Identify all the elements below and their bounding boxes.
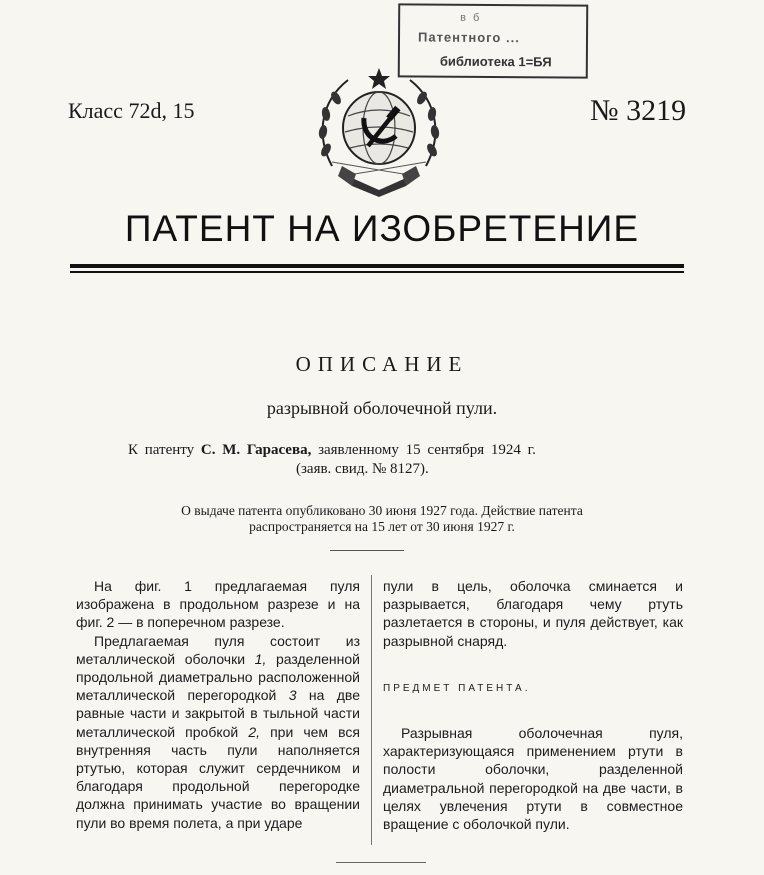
title-rule-thick xyxy=(70,264,684,268)
construction-text-c: на две равные части и закрытой в тыльной части металлической пробкой xyxy=(76,687,360,740)
body-right-column xyxy=(383,577,683,833)
ussr-emblem-icon xyxy=(312,66,446,198)
grant-prefix: К патенту xyxy=(128,442,195,458)
body-left-column xyxy=(76,577,360,832)
ref-numeral-2: 2, xyxy=(248,723,261,740)
paragraph-construction xyxy=(76,632,360,832)
paragraph-claim: Разрывная оболочечная пуля, характеризующаяся применением ртути в полости оболочки, разделенной диаметральной перегородкой на две части, в целях увлечения ртути в совместное вращение с оболочкой пули. xyxy=(383,725,683,833)
patent-number: № 3219 xyxy=(590,94,687,127)
section-divider xyxy=(330,550,404,551)
construction-text-d: при чем вся внутренняя часть пули наполняется ртутью, которая служит сердечником и благодаря продольной перегородке должна принимать участие во вращении пули во время полета, а при ударе xyxy=(76,723,360,831)
stamp-line-3: библиотека 1=БЯ xyxy=(439,53,552,70)
grant-suffix: заявленному 15 сентября 1924 г. xyxy=(318,442,536,458)
stamp-line-2: Патентного ... xyxy=(417,29,520,46)
grant-line-1 xyxy=(128,442,536,459)
stamp-line-1: в б xyxy=(460,11,482,24)
publication-line-1: О выдаче патента опубликовано 30 июня 1927 года. Действие патента xyxy=(181,503,583,518)
description-subtitle: разрывной оболочечной пули. xyxy=(266,398,498,418)
paragraph-impact: пули в цель, оболочка сминается и разрывается, благодаря чему ртуть разлетается в стороны, и пуля действует, как разрывной снаряд. xyxy=(383,578,683,649)
column-divider xyxy=(371,575,372,845)
title-rule-thin xyxy=(70,271,684,273)
construction-text-b: разделенной продольной диаметрально расположенной металлической перегородкой xyxy=(76,650,360,704)
grant-line-2: (заяв. свид. № 8127). xyxy=(296,461,429,477)
publication-line-2: распространяется на 15 лет от 30 июня 1927 г. xyxy=(249,519,515,534)
description-heading: ОПИСАНИЕ xyxy=(295,352,469,376)
ref-numeral-3: 3 xyxy=(288,687,297,704)
grant-author: С. М. Гарасева, xyxy=(200,442,312,458)
paragraph-figures: На фиг. 1 предлагаемая пуля изображена в продольном разрезе и на фиг. 2 — в поперечном разрезе. xyxy=(76,578,360,631)
construction-text-a: Предлагаемая пуля состоит из металлической оболочки xyxy=(76,632,360,667)
patent-class: Класс 72d, 15 xyxy=(68,98,195,123)
bottom-divider xyxy=(336,862,426,863)
document-title: ПАТЕНТ НА ИЗОБРЕТЕНИЕ xyxy=(124,208,640,249)
subject-heading: ПРЕДМЕТ ПАТЕНТА. xyxy=(383,682,531,694)
ref-numeral-1: 1, xyxy=(254,650,267,667)
